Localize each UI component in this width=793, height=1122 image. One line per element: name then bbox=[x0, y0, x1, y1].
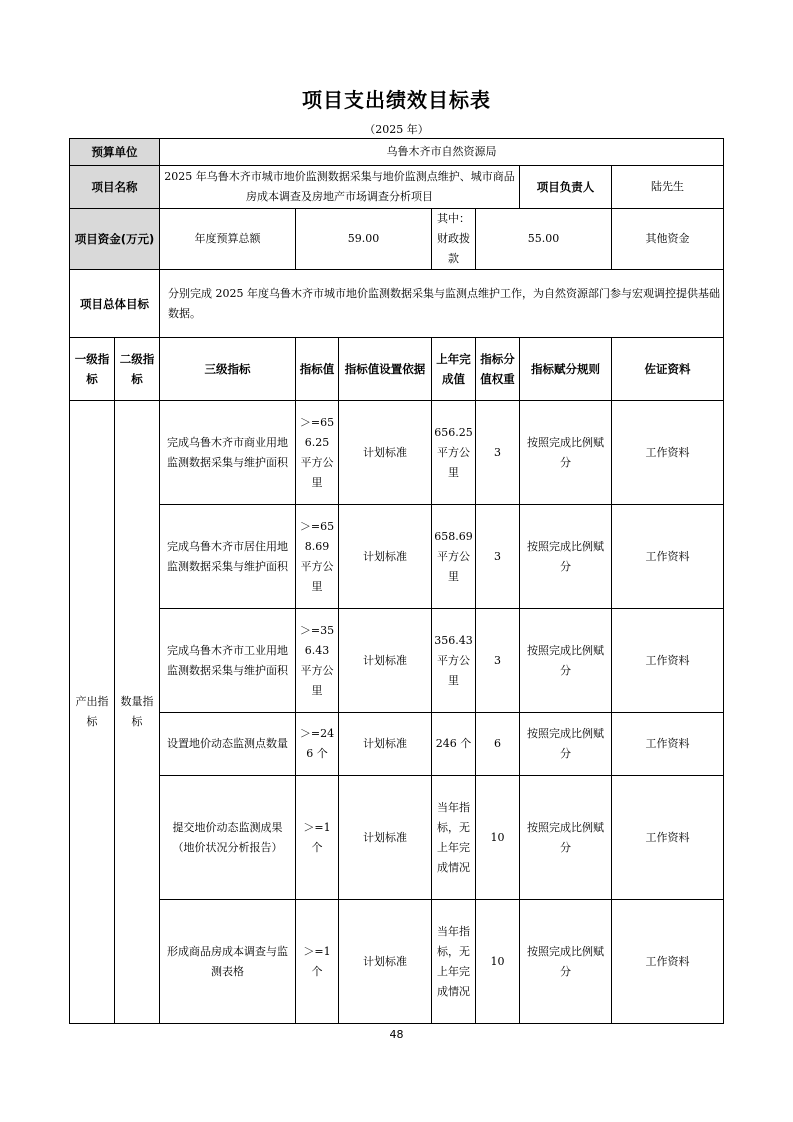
header-row bbox=[70, 338, 724, 401]
table-row bbox=[70, 609, 724, 713]
funds-fiscal-label: 其中：财政拨款 bbox=[432, 209, 476, 270]
row-weight: 10 bbox=[476, 776, 520, 900]
row-last: 658.69 平方公里 bbox=[432, 505, 476, 609]
funds-annual-label: 年度预算总额 bbox=[160, 209, 296, 270]
row-basis: 计划标准 bbox=[339, 776, 432, 900]
funds-row bbox=[70, 209, 724, 270]
row-evidence: 工作资料 bbox=[612, 505, 724, 609]
row-basis: 计划标准 bbox=[339, 713, 432, 776]
row-weight: 10 bbox=[476, 900, 520, 1024]
funds-label: 项目资金(万元) bbox=[70, 209, 160, 270]
row-value: ＞=1 个 bbox=[296, 900, 339, 1024]
page-title: 项目支出绩效目标表 bbox=[302, 88, 491, 112]
table-row bbox=[70, 713, 724, 776]
goal-row bbox=[70, 270, 724, 338]
header-rule: 指标赋分规则 bbox=[520, 338, 612, 401]
table-row bbox=[70, 401, 724, 505]
project-leader-value: 陆先生 bbox=[612, 166, 724, 209]
funds-other-label: 其他资金 bbox=[612, 209, 724, 270]
row-evidence: 工作资料 bbox=[612, 900, 724, 1024]
row-name: 完成乌鲁木齐市工业用地监测数据采集与维护面积 bbox=[160, 609, 296, 713]
group-level1: 产出指标 bbox=[70, 401, 115, 1024]
row-basis: 计划标准 bbox=[339, 505, 432, 609]
performance-table bbox=[69, 138, 724, 1024]
unit-label: 预算单位 bbox=[70, 139, 160, 166]
goal-label: 项目总体目标 bbox=[70, 270, 160, 338]
row-value: ＞=1 个 bbox=[296, 776, 339, 900]
header-last-year: 上年完成值 bbox=[432, 338, 476, 401]
row-rule: 按照完成比例赋分 bbox=[520, 900, 612, 1024]
table-row bbox=[70, 505, 724, 609]
unit-value: 乌鲁木齐市自然资源局 bbox=[160, 139, 724, 166]
group-level2: 数量指标 bbox=[115, 401, 160, 1024]
row-value: ＞=658.69 平方公里 bbox=[296, 505, 339, 609]
goal-value: 分别完成 2025 年度乌鲁木齐市城市地价监测数据采集与监测点维护工作，为自然资源部门参与宏观调控提供基础数据。 bbox=[160, 270, 724, 338]
header-level3: 三级指标 bbox=[160, 338, 296, 401]
row-name: 提交地价动态监测成果（地价状况分析报告） bbox=[160, 776, 296, 900]
row-evidence: 工作资料 bbox=[612, 609, 724, 713]
row-rule: 按照完成比例赋分 bbox=[520, 401, 612, 505]
header-level1: 一级指标 bbox=[70, 338, 115, 401]
row-basis: 计划标准 bbox=[339, 900, 432, 1024]
row-last: 当年指标，无上年完成情况 bbox=[432, 776, 476, 900]
project-name-label: 项目名称 bbox=[70, 166, 160, 209]
header-basis: 指标值设置依据 bbox=[339, 338, 432, 401]
row-basis: 计划标准 bbox=[339, 401, 432, 505]
row-name: 完成乌鲁木齐市居住用地监测数据采集与维护面积 bbox=[160, 505, 296, 609]
row-weight: 6 bbox=[476, 713, 520, 776]
row-weight: 3 bbox=[476, 609, 520, 713]
row-weight: 3 bbox=[476, 505, 520, 609]
row-rule: 按照完成比例赋分 bbox=[520, 609, 612, 713]
funds-annual-value: 59.00 bbox=[296, 209, 432, 270]
row-value: ＞=246 个 bbox=[296, 713, 339, 776]
row-name: 完成乌鲁木齐市商业用地监测数据采集与维护面积 bbox=[160, 401, 296, 505]
row-evidence: 工作资料 bbox=[612, 713, 724, 776]
page-number: 48 bbox=[389, 1028, 404, 1041]
row-rule: 按照完成比例赋分 bbox=[520, 505, 612, 609]
row-value: ＞=656.25 平方公里 bbox=[296, 401, 339, 505]
year-label: （2025 年） bbox=[364, 123, 429, 136]
row-evidence: 工作资料 bbox=[612, 776, 724, 900]
row-rule: 按照完成比例赋分 bbox=[520, 713, 612, 776]
header-evidence: 佐证资料 bbox=[612, 338, 724, 401]
project-name-value: 2025 年乌鲁木齐市城市地价监测数据采集与地价监测点维护、城市商品房成本调查及房地产市场调查分析项目 bbox=[160, 166, 520, 209]
row-last: 246 个 bbox=[432, 713, 476, 776]
table-row bbox=[70, 900, 724, 1024]
header-weight: 指标分值权重 bbox=[476, 338, 520, 401]
funds-fiscal-value: 55.00 bbox=[476, 209, 612, 270]
header-value: 指标值 bbox=[296, 338, 339, 401]
table-row bbox=[70, 776, 724, 900]
row-rule: 按照完成比例赋分 bbox=[520, 776, 612, 900]
row-basis: 计划标准 bbox=[339, 609, 432, 713]
row-value: ＞=356.43 平方公里 bbox=[296, 609, 339, 713]
header-level2: 二级指标 bbox=[115, 338, 160, 401]
row-name: 形成商品房成本调查与监测表格 bbox=[160, 900, 296, 1024]
row-last: 356.43 平方公里 bbox=[432, 609, 476, 713]
row-last: 当年指标，无上年完成情况 bbox=[432, 900, 476, 1024]
row-name: 设置地价动态监测点数量 bbox=[160, 713, 296, 776]
row-last: 656.25 平方公里 bbox=[432, 401, 476, 505]
project-row bbox=[70, 166, 724, 209]
unit-row bbox=[70, 139, 724, 166]
row-weight: 3 bbox=[476, 401, 520, 505]
project-leader-label: 项目负责人 bbox=[520, 166, 612, 209]
row-evidence: 工作资料 bbox=[612, 401, 724, 505]
